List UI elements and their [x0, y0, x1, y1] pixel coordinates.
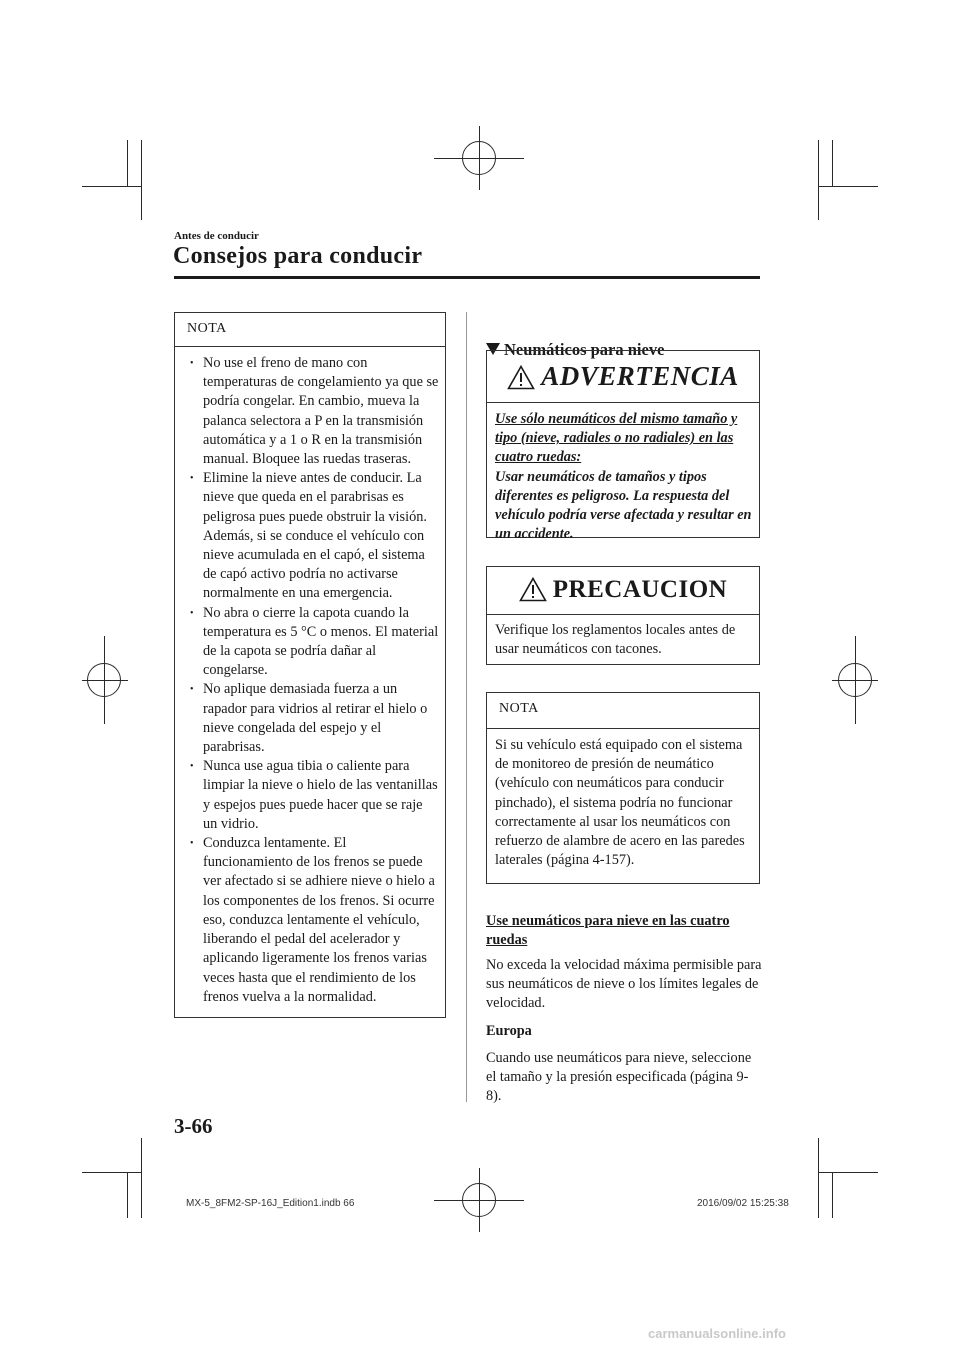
caution-title-text: PRECAUCION	[552, 576, 728, 603]
header-rule	[174, 276, 760, 279]
europe-text: Cuando use neumáticos para nieve, seleccione el tamaño y la presión especificada (página 9-8).	[486, 1050, 752, 1105]
warning-title-text: ADVERTENCIA	[541, 361, 739, 391]
subheading-text: Neumáticos para nieve	[504, 340, 665, 359]
page-title: Consejos para conducir	[173, 243, 423, 269]
warning-title	[487, 351, 759, 403]
four-wheels-heading: Use neumáticos para nieve en las cuatro ruedas	[486, 913, 730, 949]
warning-text: Usar neumáticos de tamaños y tipos diferentes es peligroso. La respuesta del vehículo podría verse afectada y resultar en un accidente.	[495, 468, 752, 543]
warning-body	[487, 403, 759, 544]
nota-item: • Elimine la nieve antes de conducir. La nieve que queda en el parabrisas es peligrosa pues puede obstruir la visión. Además, si se conduce el vehículo con nieve acumulada en el capó, el sistema de capó activo podría no activarse normalmente en una emergencia.	[185, 469, 439, 603]
page-number: 3-66	[174, 1114, 213, 1138]
nota-item: • No aplique demasiada fuerza a un rapador para vidrios al retirar el hielo o nieve congelada del espejo y el parabrisas.	[185, 680, 439, 757]
footer-date-info: 2016/09/02 15:25:38	[697, 1198, 789, 1209]
column-divider	[466, 312, 467, 1102]
caution-title	[487, 567, 759, 615]
watermark: carmanualsonline.info	[648, 1326, 786, 1341]
nota-item: • Conduzca lentamente. El funcionamiento de los frenos se puede ver afectado si se adhiere nieve o hielo a los componentes de los frenos. Si ocurre eso, conduzca lentamente el vehículo, liberando el pedal del acelerador y aplicando ligeramente los frenos varias veces hasta que el rendimiento de los frenos vuelva a la normalidad.	[185, 834, 439, 1007]
footer-file-info: MX-5_8FM2-SP-16J_Edition1.indb 66	[186, 1198, 355, 1209]
nota-item: • No abra o cierre la capota cuando la temperatura es 5 °C o menos. El material de la capota se podría dañar al congelarse.	[185, 604, 439, 681]
nota-item: • Nunca use agua tibia o caliente para limpiar la nieve o hielo de las ventanillas y espejos pues puede hacer que se raje un vidrio.	[185, 757, 439, 834]
warning-triangle-icon	[519, 577, 547, 602]
nota-item: • No use el freno de mano con temperaturas de congelamiento ya que se podría congelar. En cambio, mueva la palanca selectora a P en la transmisión automática y a 1 o R en la transmisión manual. Bloquee las ruedas traseras.	[185, 354, 439, 469]
nota-box-right	[486, 692, 760, 884]
caution-text: Verifique los reglamentos locales antes de usar neumáticos con tacones.	[495, 622, 736, 658]
nota-list	[175, 347, 445, 1007]
speed-text: No exceda la velocidad máxima permisible para sus neumáticos de nieve o los límites legales de velocidad.	[486, 957, 762, 1012]
nota-text: Si su vehículo está equipado con el sistema de monitoreo de presión de neumático (vehículo con neumáticos para conducir pinchado), el sistema podría no funcionar correctamente al usar los neumáticos con refuerzo de alambre de acero en las paredes laterales (página 4-157).	[495, 737, 745, 869]
warning-underlined: Use sólo neumáticos del mismo tamaño y tipo (nieve, radiales o no radiales) en las cuatro ruedas:	[495, 411, 738, 466]
europe-heading: Europa	[486, 1023, 532, 1039]
section-label: Antes de conducir	[174, 230, 259, 242]
caution-box	[486, 566, 760, 665]
warning-triangle-icon	[507, 365, 535, 390]
nota-title: NOTA	[175, 313, 445, 347]
nota-title: NOTA	[487, 693, 759, 729]
warning-box	[486, 350, 760, 543]
nota-box-left	[174, 312, 446, 1018]
